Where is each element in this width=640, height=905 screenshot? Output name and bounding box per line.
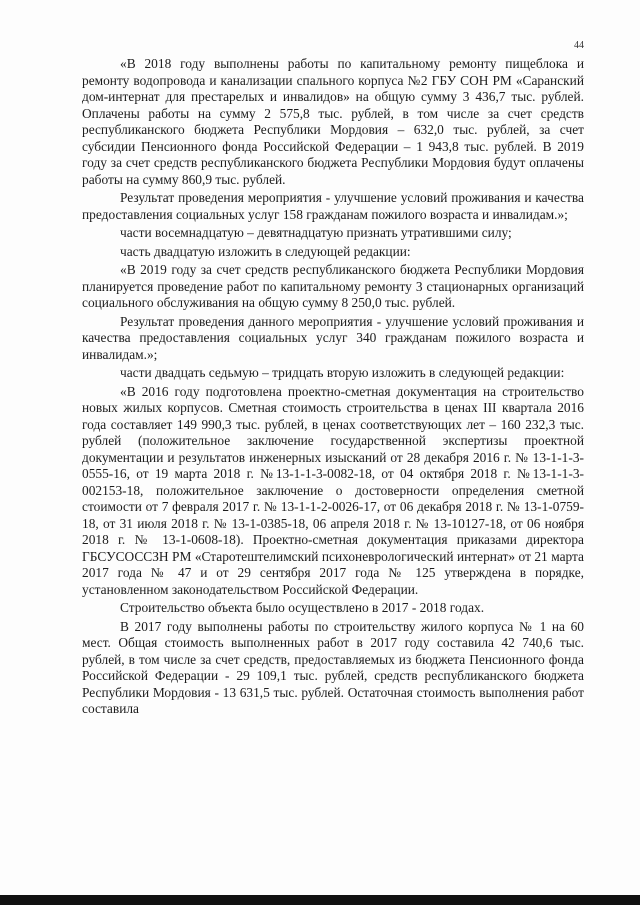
paragraph-plan-2019: «В 2019 году за счет средств республиканского бюджета Республики Мордовия планируется проведение работ по капитальному ремонту 3 стационарных организаций социального обслуживания на общую сумму 8 250,0 тыс. рублей. bbox=[82, 262, 584, 310]
paragraph-construction-period: Строительство объекта было осуществлено в 2017 - 2018 годах. bbox=[120, 600, 485, 615]
paragraph-repair-2018: «В 2018 году выполнены работы по капитальному ремонту пищеблока и ремонту водопровода и канализации спального корпуса №2 ГБУ СОН РМ «Саранский дом-интернат для престарелых и инвалидов» на общую сумму 3 436,7 тыс. рублей. Оплачены работы на сумму 2 575,8 тыс. рублей, в том числе за счет средств республиканского бюджета Республики Мордовия – 632,0 тыс. рублей, за счет субсидии Пенсионного фонда Российской Федерации – 1 943,8 тыс. рублей. В 2019 году за счет средств республиканского бюджета Республики Мордовия будут оплачены работы на сумму 860,9 тыс. рублей. bbox=[82, 56, 584, 187]
paragraph-result-340: Результат проведения данного мероприятия - улучшение условий проживания и качества предоставления социальных услуг 340 гражданам пожилого возраста и инвалидам.»; bbox=[82, 313, 584, 362]
scan-edge-bar bbox=[0, 895, 640, 905]
document-body bbox=[82, 56, 584, 718]
paragraph-parts-18-19: части восемнадцатую – девятнадцатую признать утратившими силу; bbox=[120, 225, 512, 240]
paragraph-part-20-intro: часть двадцатую изложить в следующей редакции: bbox=[120, 243, 411, 259]
paragraph-parts-27-32-intro: части двадцать седьмую – тридцать вторую изложить в следующей редакции: bbox=[120, 365, 565, 380]
paragraph-design-docs-2016: «В 2016 году подготовлена проектно-сметная документация на строительство новых жилых корпусов. Сметная стоимость строительства в ценах III квартала 2016 года составляет 149 990,3 тыс. рублей, в ценах соответствующих лет – 160 232,3 тыс. рублей (положительное заключение государственной экспертизы проектной документации и результатов инженерных изысканий от 28 декабря 2016 г. № 13-1-1-3-0555-16, от 19 марта 2018 г. №13-1-1-3-0082-18, от 04 октября 2018 г. №13-1-1-3-002153-18, положительное заключение о достоверности определения сметной стоимости от 7 февраля 2017 г. № 13-1-1-2-0026-17, от 06 декабря 2018 г. № 13-1-0759-18, от 31 июля 2018 г. № 13-1-0385-18, 06 апреля 2018 г. № 13-10127-18, от 06 ноября 2018 г. № 13-1-0608-18). Проектно-сметная документация приказами директора ГБСУСОССЗН РМ «Старотештелимский психоневрологический интернат» от 21 марта 2017 года № 47 и от 29 сентября 2017 года № 125 утверждена в порядке, установленном законодательством Российской Федерации. bbox=[82, 383, 584, 597]
page-number: 44 bbox=[574, 40, 584, 51]
paragraph-building-1-2017: В 2017 году выполнены работы по строительству жилого корпуса № 1 на 60 мест. Общая стоимость выполненных работ в 2017 году составила 42 740,6 тыс. рублей, в том числе за счет средств, предоставляемых из бюджета Пенсионного фонда Российской Федерации - 29 109,1 тыс. рублей, средств республиканского бюджета Республики Мордовия - 13 631,5 тыс. рублей. Остаточная стоимость выполнения работ составила bbox=[82, 618, 584, 716]
paragraph-result-158: Результат проведения мероприятия - улучшение условий проживания и качества предоставления социальных услуг 158 гражданам пожилого возраста и инвалидам.»; bbox=[82, 190, 584, 222]
